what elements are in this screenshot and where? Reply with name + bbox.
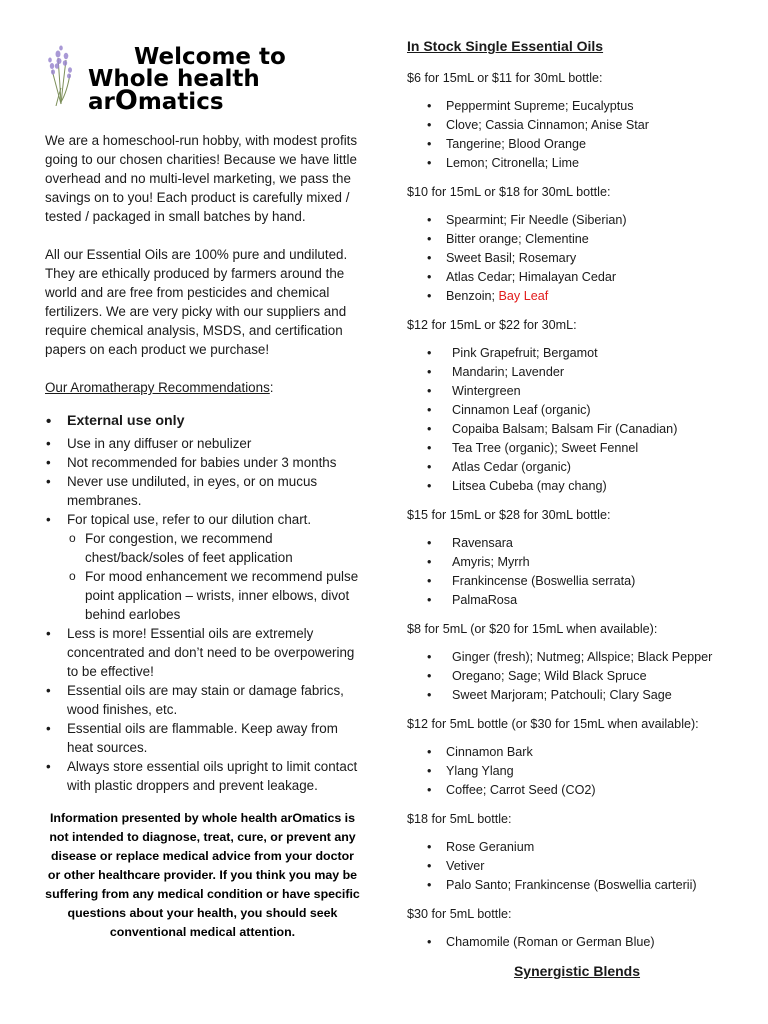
recommendations-heading <box>45 378 360 397</box>
list-item: • Wintergreen <box>407 382 747 401</box>
intro-paragraph-2: All our Essential Oils are 100% pure and undiluted. They are ethically produced by farmers around the world and are free from pesticides and chemical fertilizers. We are very picky with our suppliers and require chemical analysis, MSDS, and certification papers on each product we purchase! <box>45 247 348 357</box>
list-item: • Peppermint Supreme; Eucalyptus <box>407 97 747 116</box>
list-item: • Never use undiluted, in eyes, or on mucus membranes. <box>45 472 360 510</box>
list-item-text: For topical use, refer to our dilution chart. <box>67 512 312 527</box>
list-item: • Mandarin; Lavender <box>407 363 747 382</box>
oil-list <box>407 838 747 895</box>
oil-list <box>407 97 747 173</box>
list-item: • Sweet Basil; Rosemary <box>407 249 747 268</box>
title-line-1: Welcome to <box>134 44 286 70</box>
list-item: • Vetiver <box>407 857 747 876</box>
price-line: $12 for 15mL or $22 for 30mL: <box>407 318 577 332</box>
list-item: • Cinnamon Bark <box>407 743 747 762</box>
oil-list <box>407 743 747 800</box>
title-line-2: Whole health <box>88 66 260 92</box>
list-item: • Copaiba Balsam; Balsam Fir (Canadian) <box>407 420 747 439</box>
list-item: • External use only <box>45 411 360 432</box>
stock-heading: In Stock Single Essential Oils <box>407 38 604 54</box>
intro-paragraph-1: We are a homeschool-run hobby, with modest profits going to our chosen charities! Because we have little overhead and no multi-level marketing, we pass the savings on to you! Each product is carefully mixed / tested / packaged in small batches by hand. <box>45 133 358 224</box>
recommendations-heading-text: Our Aromatherapy Recommendations <box>45 380 270 395</box>
price-line: $10 for 15mL or $18 for 30mL bottle: <box>407 185 611 199</box>
list-item: • Less is more! Essential oils are extremely concentrated and don’t need to be overpowering to be effective! <box>45 624 360 681</box>
list-item: • Not recommended for babies under 3 months <box>45 453 360 472</box>
oil-list <box>407 648 747 705</box>
sub-list <box>67 529 360 624</box>
list-item: • Pink Grapefruit; Bergamot <box>407 344 747 363</box>
list-item: • Use in any diffuser or nebulizer <box>45 434 360 453</box>
list-item: • Bitter orange; Clementine <box>407 230 747 249</box>
list-item: • Amyris; Myrrh <box>407 553 747 572</box>
price-line: $18 for 5mL bottle: <box>407 812 512 826</box>
list-item: • Clove; Cassia Cinnamon; Anise Star <box>407 116 747 135</box>
list-item: • Tangerine; Blood Orange <box>407 135 747 154</box>
recommendations-list <box>45 411 360 795</box>
list-item: • Essential oils are flammable. Keep away from heat sources. <box>45 719 360 757</box>
title-text-ar: ar <box>88 89 115 115</box>
list-item <box>407 287 747 306</box>
price-line: $30 for 5mL bottle: <box>407 907 512 921</box>
list-item: • Oregano; Sage; Wild Black Spruce <box>407 667 747 686</box>
list-item: • Litsea Cubeba (may chang) <box>407 477 747 496</box>
list-item: • Atlas Cedar (organic) <box>407 458 747 477</box>
list-item: • Always store essential oils upright to limit contact with plastic droppers and prevent leakage. <box>45 757 360 795</box>
list-item: • Coffee; Carrot Seed (CO2) <box>407 781 747 800</box>
price-line: $15 for 15mL or $28 for 30mL bottle: <box>407 508 611 522</box>
price-line: $6 for 15mL or $11 for 30mL bottle: <box>407 71 603 85</box>
highlighted-oil: Bay Leaf <box>498 289 549 303</box>
list-item: • Palo Santo; Frankincense (Boswellia carterii) <box>407 876 747 895</box>
list-item: • Cinnamon Leaf (organic) <box>407 401 747 420</box>
recommendations-heading-colon: : <box>269 380 274 395</box>
list-item: • Rose Geranium <box>407 838 747 857</box>
price-line: $12 for 5mL bottle (or $30 for 15mL when available): <box>407 717 699 731</box>
list-item: • Essential oils are may stain or damage fabrics, wood finishes, etc. <box>45 681 360 719</box>
oil-list <box>407 211 747 306</box>
list-item: • Sweet Marjoram; Patchouli; Clary Sage <box>407 686 747 705</box>
list-item-text: Benzoin; <box>446 289 499 303</box>
list-item: • Tea Tree (organic); Sweet Fennel <box>407 439 747 458</box>
list-item: • Ravensara <box>407 534 747 553</box>
list-item: • PalmaRosa <box>407 591 747 610</box>
right-column <box>407 37 747 981</box>
left-column <box>45 131 360 942</box>
lavender-sprig-icon <box>44 44 78 106</box>
disclaimer: Information presented by whole health arOmatics is not intended to diagnose, treat, cure, or prevent any disease or replace medical advice from your doctor or other healthcare provider. If you think you may be suffering from any medical condition or have specific questions about your health, you should seek conventional medical attention. <box>45 811 360 939</box>
sub-list-item: o For mood enhancement we recommend pulse point application – wrists, inner elbows, divot behind earlobes <box>67 567 360 624</box>
list-item: • Ginger (fresh); Nutmeg; Allspice; Black Pepper <box>407 648 747 667</box>
title-text-matics: matics <box>137 89 224 115</box>
list-item: • Spearmint; Fir Needle (Siberian) <box>407 211 747 230</box>
oil-list <box>407 534 747 610</box>
list-item <box>45 510 360 624</box>
list-item: • Frankincense (Boswellia serrata) <box>407 572 747 591</box>
sub-list-item: o For congestion, we recommend chest/back/soles of feet application <box>67 529 360 567</box>
title-text-o: O <box>114 85 138 116</box>
oil-list <box>407 344 747 496</box>
list-item: • Ylang Ylang <box>407 762 747 781</box>
list-item: • Lemon; Citronella; Lime <box>407 154 747 173</box>
list-item: • Chamomile (Roman or German Blue) <box>407 933 747 952</box>
page-title <box>88 44 286 116</box>
title-line-3 <box>88 85 286 116</box>
blends-heading: Synergistic Blends <box>513 963 641 979</box>
oil-list <box>407 933 747 952</box>
price-line: $8 for 5mL (or $20 for 15mL when available): <box>407 622 658 636</box>
list-item: • Atlas Cedar; Himalayan Cedar <box>407 268 747 287</box>
